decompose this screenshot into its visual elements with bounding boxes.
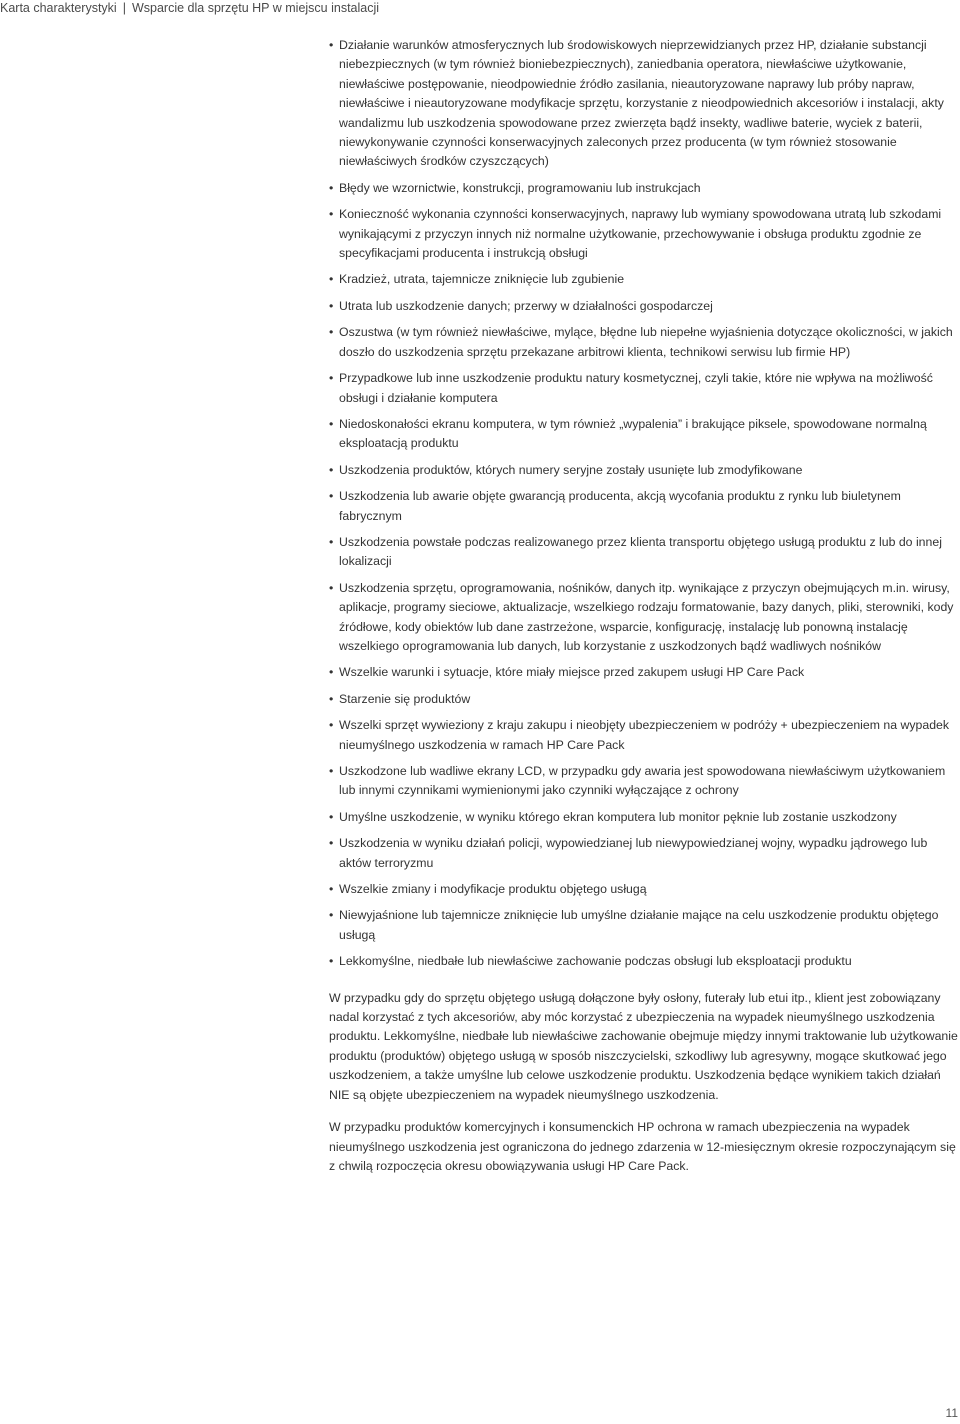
header-section: Karta charakterystyki bbox=[0, 1, 117, 15]
bullet-icon: • bbox=[329, 954, 334, 969]
list-item bbox=[329, 808, 960, 827]
list-item bbox=[329, 906, 960, 945]
bullet-icon: • bbox=[329, 180, 334, 195]
bullet-icon: • bbox=[329, 691, 334, 706]
list-item-text: Błędy we wzornictwie, konstrukcji, programowaniu lub instrukcjach bbox=[339, 180, 701, 195]
paragraph-limit: W przypadku produktów komercyjnych i konsumenckich HP ochrona w ramach ubezpieczenia na wypadek nieumyślnego uszkodzenia jest ograniczona do jednego zdarzenia w 12-miesięcznym okresie rozpoczynającym się z chwilą rozpoczęcia okresu obowiązywania usługi HP Care Pack. bbox=[329, 1120, 956, 1173]
list-item bbox=[329, 323, 960, 362]
list-item-text: Utrata lub uszkodzenie danych; przerwy w działalności gospodarczej bbox=[339, 298, 713, 313]
header-separator: | bbox=[122, 1, 126, 15]
bullet-icon: • bbox=[329, 809, 334, 824]
list-item-text: Działanie warunków atmosferycznych lub środowiskowych nieprzewidzianych przez HP, działanie substancji niebezpiecznych (w tym również bioniebezpiecznych), zaniedbania operatora, niewłaściwe użytkowanie, niewłaściwe postępowanie, nieodpowiednie źródło zasilania, nieautoryzowane naprawy lub próby napraw, niewłaściwe i nieautoryzowane modyfikacje sprzętu, korzystanie z nieodpowiednich akcesoriów i instalacji, akty wandalizmu lub uszkodzenia spowodowane przez zwierzęta bądź insekty, wadliwe baterie, wyciek z baterii, niewykonywanie czynności konserwacyjnych zaleconych przez producenta (w tym również stosowanie niewłaściwych środków czyszczących) bbox=[339, 38, 944, 169]
bullet-icon: • bbox=[329, 371, 334, 386]
main-content bbox=[329, 36, 960, 1176]
bullet-icon: • bbox=[329, 207, 334, 222]
list-item bbox=[329, 297, 960, 316]
list-item bbox=[329, 533, 960, 572]
list-item-text: Niedoskonałości ekranu komputera, w tym również „wypalenia” i brakujące piksele, spowodowane normalną eksploatacją produktu bbox=[339, 416, 927, 451]
bullet-icon: • bbox=[329, 416, 334, 431]
list-item-text: Wszelkie warunki i sytuacje, które miały miejsce przed zakupem usługi HP Care Pack bbox=[339, 665, 805, 680]
list-item-text: Wszelki sprzęt wywieziony z kraju zakupu i nieobjęty ubezpieczeniem w podróży + ubezpieczeniem na wypadek nieumyślnego uszkodzenia w ramach HP Care Pack bbox=[339, 718, 950, 752]
bullet-icon: • bbox=[329, 882, 334, 897]
bullet-icon: • bbox=[329, 836, 334, 851]
list-item-text: Konieczność wykonania czynności konserwacyjnych, naprawy lub wymiany spowodowana utratą lub szkodami wynikającymi z przyczyn innych niż normalne użytkowanie, przechowywanie i obsługa produktu zgodnie ze specyfikacjami producenta i instrukcją obsługi bbox=[339, 207, 942, 261]
list-item bbox=[329, 880, 960, 899]
bullet-icon: • bbox=[329, 764, 334, 778]
list-item-text: Uszkodzenia produktów, których numery seryjne zostały usunięte lub zmodyfikowane bbox=[339, 462, 803, 477]
list-item-text: Uszkodzenia lub awarie objęte gwarancją producenta, akcją wycofania produktu z rynku lub biuletynem fabrycznym bbox=[339, 489, 901, 523]
bullet-icon: • bbox=[329, 272, 334, 287]
list-item bbox=[329, 205, 960, 263]
list-item bbox=[329, 663, 960, 682]
list-item bbox=[329, 270, 960, 289]
list-item-text: Niewyjaśnione lub tajemnicze zniknięcie lub umyślne działanie mające na celu uszkodzenie produktu objętego usługą bbox=[339, 908, 939, 942]
page-header bbox=[0, 0, 379, 16]
list-item-text: Uszkodzenia sprzętu, oprogramowania, nośników, danych itp. wynikające z przyczyn obejmujących m.in. wirusy, aplikacje, programy sieciowe, aktualizacje, wszelkiego rodzaju formatowanie, bazy danych, pliki, sterowniki, kody źródłowe, kody obiektów lub dane zastrzeżone, wsparcie, konfigurację, instalację lub ponowną instalację wszelkiego oprogramowania lub danych, lub korzystanie z uszkodzonych bądź wadliwych nośników bbox=[339, 580, 954, 653]
list-item-text: Wszelkie zmiany i modyfikacje produktu objętego usługą bbox=[339, 882, 647, 897]
bullet-icon: • bbox=[329, 718, 334, 733]
list-item bbox=[329, 487, 960, 526]
list-item-text: Przypadkowe lub inne uszkodzenie produktu natury kosmetycznej, czyli takie, które nie wpływa na możliwość obsługi i działanie komputera bbox=[339, 371, 933, 405]
bullet-icon: • bbox=[329, 908, 334, 923]
bullet-icon: • bbox=[329, 38, 334, 52]
list-item-text: Oszustwa (w tym również niewłaściwe, mylące, błędne lub niepełne wyjaśnienia dotyczące okoliczności, w jakich doszło do uszkodzenia sprzętu przekazane arbitrowi klienta, technikowi serwisu lub firmie HP) bbox=[339, 325, 953, 359]
list-item bbox=[329, 762, 960, 801]
list-item-text: Kradzież, utrata, tajemnicze zniknięcie lub zgubienie bbox=[339, 272, 625, 287]
page-number: 11 bbox=[945, 1406, 958, 1420]
exclusions-list bbox=[329, 36, 960, 972]
bullet-icon: • bbox=[329, 489, 334, 504]
list-item bbox=[329, 461, 960, 480]
list-item bbox=[329, 36, 960, 172]
list-item-text: Uszkodzone lub wadliwe ekrany LCD, w przypadku gdy awaria jest spowodowana niewłaściwym użytkowaniem lub innymi czynnikami wymienionymi jako czynniki wyłączające z ochrony bbox=[339, 764, 946, 798]
bullet-icon: • bbox=[329, 534, 334, 549]
bullet-icon: • bbox=[329, 462, 334, 477]
list-item bbox=[329, 179, 960, 198]
bullet-icon: • bbox=[329, 665, 334, 680]
list-item bbox=[329, 952, 960, 971]
bullet-icon: • bbox=[329, 325, 334, 340]
list-item bbox=[329, 579, 960, 657]
paragraph-accessories: W przypadku gdy do sprzętu objętego usługą dołączone były osłony, futerały lub etui itp., klient jest zobowiązany nadal korzystać z tych akcesoriów, aby móc korzystać z ubezpieczenia na wypadek nieumyślnego uszkodzenia produktu. Lekkomyślne, niedbałe lub niewłaściwe zachowanie obejmuje między innymi traktowanie lub użytkowanie produktu (produktów) objętego usługą w sposób niszczycielski, szkodliwy lub agresywny, mogące skutkować jego uszkodzeniem, a także umyślne lub celowe uszkodzenie produktu. Uszkodzenia będące wynikiem takich działań NIE są objęte ubezpieczeniem na wypadek nieumyślnego uszkodzenia. bbox=[329, 990, 958, 1102]
list-item bbox=[329, 716, 960, 755]
bullet-icon: • bbox=[329, 580, 334, 595]
list-item-text: Lekkomyślne, niedbałe lub niewłaściwe zachowanie podczas obsługi lub eksploatacji produktu bbox=[339, 954, 852, 969]
list-item bbox=[329, 369, 960, 408]
list-item bbox=[329, 690, 960, 709]
list-item-text: Uszkodzenia powstałe podczas realizowanego przez klienta transportu objętego usługą produktu z lub do innej lokalizacji bbox=[339, 534, 942, 569]
bullet-icon: • bbox=[329, 298, 334, 313]
list-item-text: Umyślne uszkodzenie, w wyniku którego ekran komputera lub monitor pęknie lub zostanie uszkodzony bbox=[339, 809, 897, 824]
header-title: Wsparcie dla sprzętu HP w miejscu instalacji bbox=[131, 1, 380, 15]
list-item-text: Uszkodzenia w wyniku działań policji, wypowiedzianej lub niewypowiedzianej wojny, wypadku jądrowego lub aktów terroryzmu bbox=[339, 836, 928, 870]
list-item-text: Starzenie się produktów bbox=[339, 691, 471, 706]
list-item bbox=[329, 415, 960, 454]
list-item bbox=[329, 834, 960, 873]
